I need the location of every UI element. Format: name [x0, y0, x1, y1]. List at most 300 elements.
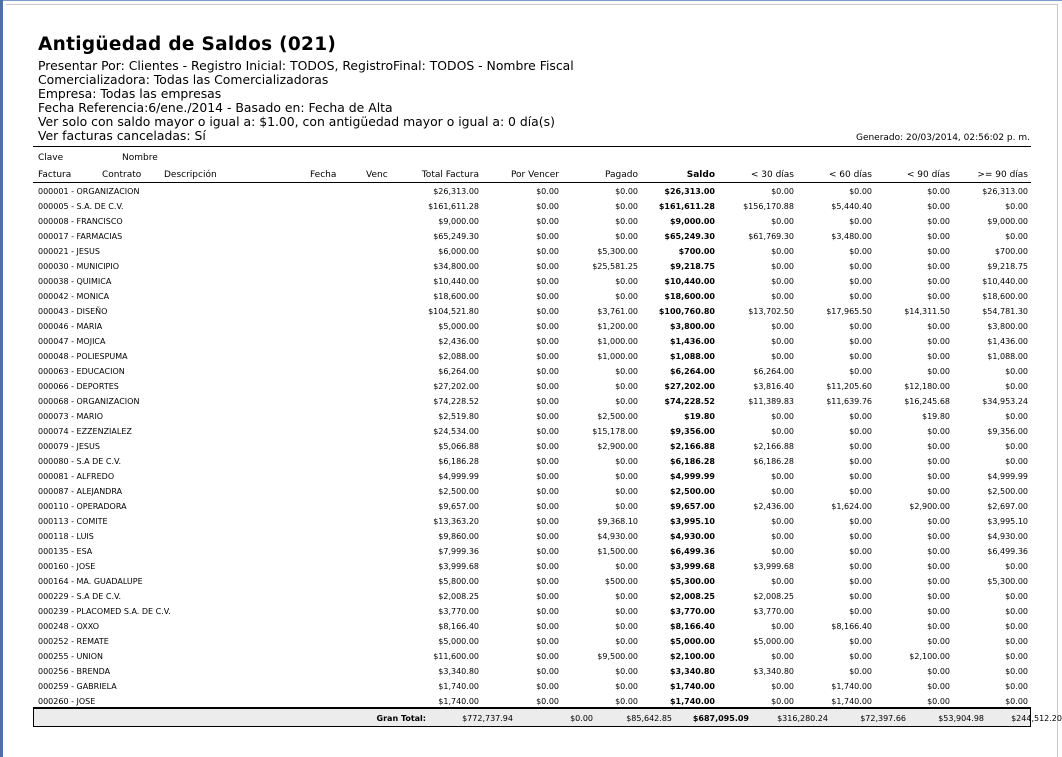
cell-saldo: $1,740.00 — [669, 697, 715, 706]
cell-por-vencer: $0.00 — [536, 652, 559, 661]
cell-cliente: 000260 - JOSE — [38, 697, 96, 706]
cell-saldo: $2,500.00 — [669, 487, 715, 496]
cell-cliente: 000080 - S.A DE C.V. — [38, 457, 122, 466]
cell-cliente: 000066 - DEPORTES — [38, 382, 119, 391]
cell-cliente: 000047 - MOJICA — [38, 337, 106, 346]
table-row — [0, 305, 1062, 320]
cell-saldo: $4,999.99 — [669, 472, 715, 481]
cell-saldo: $3,999.68 — [669, 562, 715, 571]
cell-total-factura: $1,740.00 — [438, 697, 479, 706]
cell-lt90: $0.00 — [927, 442, 950, 451]
cell-pagado: $0.00 — [615, 232, 638, 241]
table-row — [0, 215, 1062, 230]
cell-total-factura: $26,313.00 — [433, 187, 479, 196]
cell-lt60: $11,639.76 — [826, 397, 872, 406]
cell-total-factura: $104,521.80 — [428, 307, 479, 316]
cell-lt60: $0.00 — [849, 487, 872, 496]
cell-lt30: $0.00 — [771, 547, 794, 556]
cell-lt90: $0.00 — [927, 697, 950, 706]
cell-lt60: $0.00 — [849, 472, 872, 481]
cell-lt30: $61,769.30 — [748, 232, 794, 241]
cell-pagado: $0.00 — [615, 472, 638, 481]
cell-ge90: $9,356.00 — [987, 427, 1028, 436]
cell-por-vencer: $0.00 — [536, 442, 559, 451]
cell-cliente: 000021 - JESUS — [38, 247, 100, 256]
table-row — [0, 275, 1062, 290]
cell-lt90: $0.00 — [927, 637, 950, 646]
table-row — [0, 455, 1062, 470]
cell-saldo: $3,995.10 — [669, 517, 715, 526]
grand-total-pagado: $85,642.85 — [626, 714, 672, 723]
cell-pagado: $0.00 — [615, 637, 638, 646]
cell-lt90: $0.00 — [927, 682, 950, 691]
cell-ge90: $54,781.30 — [982, 307, 1028, 316]
cell-cliente: 000046 - MARIA — [38, 322, 103, 331]
cell-total-factura: $24,534.00 — [433, 427, 479, 436]
cell-pagado: $0.00 — [615, 217, 638, 226]
cell-ge90: $0.00 — [1005, 382, 1028, 391]
cell-saldo: $9,000.00 — [669, 217, 715, 226]
cell-lt60: $0.00 — [849, 517, 872, 526]
table-row — [0, 590, 1062, 605]
table-row — [0, 245, 1062, 260]
cell-total-factura: $5,066.88 — [438, 442, 479, 451]
cell-total-factura: $34,800.00 — [433, 262, 479, 271]
cell-pagado: $15,178.00 — [592, 427, 638, 436]
cell-total-factura: $5,000.00 — [438, 637, 479, 646]
cell-saldo: $5,300.00 — [669, 577, 715, 586]
cell-total-factura: $18,600.00 — [433, 292, 479, 301]
cell-ge90: $0.00 — [1005, 607, 1028, 616]
table-row — [0, 395, 1062, 410]
cell-pagado: $0.00 — [615, 487, 638, 496]
cell-lt60: $0.00 — [849, 577, 872, 586]
cell-saldo: $3,800.00 — [669, 322, 715, 331]
cell-por-vencer: $0.00 — [536, 427, 559, 436]
cell-ge90: $1,436.00 — [987, 337, 1028, 346]
cell-ge90: $0.00 — [1005, 457, 1028, 466]
cell-lt60: $0.00 — [849, 652, 872, 661]
cell-total-factura: $2,008.25 — [438, 592, 479, 601]
cell-pagado: $500.00 — [604, 577, 638, 586]
cell-total-factura: $3,340.80 — [438, 667, 479, 676]
cell-total-factura: $74,228.52 — [433, 397, 479, 406]
cell-lt30: $156,170.88 — [743, 202, 794, 211]
grand-total-lt90: $53,904.98 — [938, 714, 984, 723]
grand-total-lt30: $316,280.24 — [777, 714, 828, 723]
cell-cliente: 000074 - EZZENZIALEZ — [38, 427, 132, 436]
cell-por-vencer: $0.00 — [536, 292, 559, 301]
table-row — [0, 350, 1062, 365]
cell-por-vencer: $0.00 — [536, 382, 559, 391]
cell-cliente: 000048 - POLIESPUMA — [38, 352, 128, 361]
cell-lt90: $0.00 — [927, 367, 950, 376]
cell-por-vencer: $0.00 — [536, 322, 559, 331]
cell-lt30: $0.00 — [771, 622, 794, 631]
table-row — [0, 515, 1062, 530]
cell-lt60: $0.00 — [849, 337, 872, 346]
generated-timestamp: Generado: 20/03/2014, 02:56:02 p. m. — [855, 133, 1030, 143]
cell-ge90: $4,930.00 — [987, 532, 1028, 541]
cell-lt30: $5,000.00 — [753, 637, 794, 646]
grand-total-label: Gran Total: — [376, 714, 426, 723]
header-line-empresa: Empresa: Todas las empresas — [38, 86, 222, 101]
cell-pagado: $0.00 — [615, 277, 638, 286]
cell-lt60: $0.00 — [849, 607, 872, 616]
cell-lt90: $0.00 — [927, 247, 950, 256]
cell-pagado: $4,930.00 — [597, 532, 638, 541]
cell-pagado: $0.00 — [615, 562, 638, 571]
cell-total-factura: $27,202.00 — [433, 382, 479, 391]
cell-lt30: $11,389.83 — [748, 397, 794, 406]
viewer-frame-top — [0, 0, 1062, 1]
cell-lt30: $0.00 — [771, 247, 794, 256]
cell-pagado: $0.00 — [615, 382, 638, 391]
cell-pagado: $0.00 — [615, 682, 638, 691]
table-row — [0, 410, 1062, 425]
cell-ge90: $1,088.00 — [987, 352, 1028, 361]
table-row — [0, 620, 1062, 635]
table-row — [0, 545, 1062, 560]
cell-saldo: $4,930.00 — [669, 532, 715, 541]
cell-saldo: $2,166.88 — [669, 442, 715, 451]
cell-lt30: $0.00 — [771, 337, 794, 346]
cell-lt30: $0.00 — [771, 352, 794, 361]
header-separator — [33, 146, 1031, 147]
cell-lt30: $0.00 — [771, 322, 794, 331]
column-header-total-factura: Total Factura — [421, 170, 479, 180]
cell-lt60: $0.00 — [849, 532, 872, 541]
column-header-fecha: Fecha — [310, 170, 337, 180]
cell-por-vencer: $0.00 — [536, 487, 559, 496]
cell-saldo: $18,600.00 — [664, 292, 715, 301]
cell-lt90: $0.00 — [927, 562, 950, 571]
cell-por-vencer: $0.00 — [536, 577, 559, 586]
cell-cliente: 000259 - GABRIELA — [38, 682, 117, 691]
table-row — [0, 260, 1062, 275]
cell-ge90: $3,995.10 — [987, 517, 1028, 526]
cell-por-vencer: $0.00 — [536, 202, 559, 211]
header-line-comercializadora: Comercializadora: Todas las Comercializadoras — [38, 72, 329, 87]
cell-lt60: $8,166.40 — [831, 622, 872, 631]
column-header-separator — [33, 182, 1031, 183]
cell-cliente: 000255 - UNION — [38, 652, 103, 661]
cell-saldo: $9,657.00 — [669, 502, 715, 511]
cell-pagado: $1,000.00 — [597, 352, 638, 361]
cell-ge90: $26,313.00 — [982, 187, 1028, 196]
cell-cliente: 000073 - MARIO — [38, 412, 104, 421]
cell-lt30: $3,999.68 — [753, 562, 794, 571]
cell-cliente: 000043 - DISEÑO — [38, 307, 108, 316]
cell-cliente: 000256 - BRENDA — [38, 667, 111, 676]
cell-lt30: $0.00 — [771, 217, 794, 226]
table-row — [0, 560, 1062, 575]
cell-saldo: $1,088.00 — [669, 352, 715, 361]
cell-lt90: $0.00 — [927, 487, 950, 496]
table-row — [0, 335, 1062, 350]
cell-total-factura: $2,500.00 — [438, 487, 479, 496]
cell-ge90: $6,499.36 — [987, 547, 1028, 556]
cell-total-factura: $9,000.00 — [438, 217, 479, 226]
cell-lt60: $0.00 — [849, 187, 872, 196]
cell-por-vencer: $0.00 — [536, 607, 559, 616]
cell-lt30: $6,186.28 — [753, 457, 794, 466]
cell-lt90: $0.00 — [927, 607, 950, 616]
header-line-saldo-filter: Ver solo con saldo mayor o igual a: $1.00, con antigüedad mayor o igual a: 0 día(s) — [38, 114, 555, 129]
cell-lt60: $0.00 — [849, 217, 872, 226]
cell-ge90: $9,000.00 — [987, 217, 1028, 226]
cell-ge90: $700.00 — [994, 247, 1028, 256]
cell-cliente: 000017 - FARMACIAS — [38, 232, 123, 241]
cell-ge90: $10,440.00 — [982, 277, 1028, 286]
cell-cliente: 000135 - ESA — [38, 547, 93, 556]
cell-total-factura: $13,363.20 — [433, 517, 479, 526]
cell-lt60: $3,480.00 — [831, 232, 872, 241]
cell-por-vencer: $0.00 — [536, 502, 559, 511]
cell-por-vencer: $0.00 — [536, 592, 559, 601]
cell-por-vencer: $0.00 — [536, 247, 559, 256]
cell-lt60: $0.00 — [849, 262, 872, 271]
cell-ge90: $0.00 — [1005, 622, 1028, 631]
cell-por-vencer: $0.00 — [536, 637, 559, 646]
cell-lt60: $0.00 — [849, 667, 872, 676]
table-row — [0, 200, 1062, 215]
cell-total-factura: $11,600.00 — [433, 652, 479, 661]
cell-pagado: $0.00 — [615, 502, 638, 511]
cell-lt90: $0.00 — [927, 232, 950, 241]
cell-saldo: $1,436.00 — [669, 337, 715, 346]
cell-lt30: $0.00 — [771, 292, 794, 301]
cell-ge90: $0.00 — [1005, 202, 1028, 211]
cell-lt60: $0.00 — [849, 367, 872, 376]
grand-total-por-vencer: $0.00 — [570, 714, 593, 723]
column-header-contrato: Contrato — [102, 170, 142, 180]
cell-por-vencer: $0.00 — [536, 517, 559, 526]
cell-lt30: $0.00 — [771, 697, 794, 706]
cell-pagado: $0.00 — [615, 667, 638, 676]
cell-lt30: $2,436.00 — [753, 502, 794, 511]
cell-lt30: $0.00 — [771, 187, 794, 196]
column-header-clave: Clave — [38, 153, 64, 163]
cell-lt90: $0.00 — [927, 547, 950, 556]
cell-cliente: 000164 - MA. GUADALUPE — [38, 577, 143, 586]
cell-lt90: $0.00 — [927, 262, 950, 271]
cell-cliente: 000087 - ALEJANDRA — [38, 487, 123, 496]
cell-cliente: 000068 - ORGANIZACION — [38, 397, 140, 406]
cell-lt60: $1,740.00 — [831, 697, 872, 706]
cell-lt60: $0.00 — [849, 352, 872, 361]
cell-lt60: $0.00 — [849, 427, 872, 436]
cell-saldo: $2,008.25 — [669, 592, 715, 601]
cell-lt30: $13,702.50 — [748, 307, 794, 316]
cell-por-vencer: $0.00 — [536, 367, 559, 376]
column-header-ge90: >= 90 días — [977, 170, 1028, 180]
header-line-presentar: Presentar Por: Clientes - Registro Inicial: TODOS, RegistroFinal: TODOS - Nombre Fiscal — [38, 58, 574, 73]
column-header-lt30: < 30 días — [750, 170, 794, 180]
cell-lt60: $0.00 — [849, 592, 872, 601]
cell-ge90: $2,500.00 — [987, 487, 1028, 496]
cell-ge90: $0.00 — [1005, 442, 1028, 451]
cell-cliente: 000038 - QUIMICA — [38, 277, 112, 286]
table-row — [0, 185, 1062, 200]
cell-ge90: $0.00 — [1005, 682, 1028, 691]
cell-ge90: $9,218.75 — [987, 262, 1028, 271]
header-line-canceladas: Ver facturas canceladas: Sí — [38, 128, 206, 143]
cell-por-vencer: $0.00 — [536, 532, 559, 541]
cell-ge90: $0.00 — [1005, 652, 1028, 661]
grand-total-saldo: $687,095.09 — [692, 714, 749, 723]
cell-lt90: $0.00 — [927, 292, 950, 301]
column-header-saldo: Saldo — [686, 170, 715, 180]
cell-cliente: 000008 - FRANCISCO — [38, 217, 123, 226]
cell-lt30: $0.00 — [771, 277, 794, 286]
cell-lt60: $0.00 — [849, 292, 872, 301]
report-title: Antigüedad de Saldos (021) — [38, 34, 337, 55]
cell-pagado: $0.00 — [615, 292, 638, 301]
cell-total-factura: $65,249.30 — [433, 232, 479, 241]
cell-cliente: 000229 - S.A DE C.V. — [38, 592, 122, 601]
table-row — [0, 530, 1062, 545]
cell-lt90: $0.00 — [927, 472, 950, 481]
table-row — [0, 665, 1062, 680]
cell-lt90: $0.00 — [927, 337, 950, 346]
cell-ge90: $34,953.24 — [982, 397, 1028, 406]
table-row — [0, 650, 1062, 665]
cell-lt60: $0.00 — [849, 247, 872, 256]
cell-pagado: $25,581.25 — [592, 262, 638, 271]
cell-saldo: $161,611.28 — [658, 202, 715, 211]
cell-lt90: $19.80 — [922, 412, 950, 421]
cell-lt90: $0.00 — [927, 277, 950, 286]
cell-cliente: 000001 - ORGANIZACION — [38, 187, 140, 196]
cell-total-factura: $7,999.36 — [438, 547, 479, 556]
cell-saldo: $700.00 — [678, 247, 715, 256]
cell-lt90: $0.00 — [927, 592, 950, 601]
cell-pagado: $9,500.00 — [597, 652, 638, 661]
cell-por-vencer: $0.00 — [536, 697, 559, 706]
cell-ge90: $3,800.00 — [987, 322, 1028, 331]
cell-por-vencer: $0.00 — [536, 457, 559, 466]
table-row — [0, 485, 1062, 500]
cell-saldo: $8,166.40 — [669, 622, 715, 631]
cell-ge90: $5,300.00 — [987, 577, 1028, 586]
cell-total-factura: $1,740.00 — [438, 682, 479, 691]
column-header-descripcion: Descripción — [164, 170, 217, 180]
cell-ge90: $18,600.00 — [982, 292, 1028, 301]
cell-por-vencer: $0.00 — [536, 412, 559, 421]
cell-saldo: $74,228.52 — [664, 397, 715, 406]
cell-saldo: $100,760.80 — [658, 307, 715, 316]
cell-lt90: $0.00 — [927, 322, 950, 331]
cell-cliente: 000248 - OXXO — [38, 622, 100, 631]
cell-lt60: $0.00 — [849, 442, 872, 451]
cell-ge90: $4,999.99 — [987, 472, 1028, 481]
table-body — [0, 185, 1062, 710]
cell-lt60: $1,740.00 — [831, 682, 872, 691]
cell-por-vencer: $0.00 — [536, 547, 559, 556]
table-row — [0, 635, 1062, 650]
cell-saldo: $27,202.00 — [664, 382, 715, 391]
cell-pagado: $5,300.00 — [597, 247, 638, 256]
header-line-fecha-referencia: Fecha Referencia:6/ene./2014 - Basado en: Fecha de Alta — [38, 100, 393, 115]
cell-cliente: 000042 - MONICA — [38, 292, 110, 301]
cell-lt90: $0.00 — [927, 622, 950, 631]
cell-lt30: $2,166.88 — [753, 442, 794, 451]
cell-total-factura: $2,436.00 — [438, 337, 479, 346]
cell-saldo: $26,313.00 — [664, 187, 715, 196]
cell-total-factura: $3,770.00 — [438, 607, 479, 616]
cell-total-factura: $9,657.00 — [438, 502, 479, 511]
cell-cliente: 000252 - REMATE — [38, 637, 109, 646]
cell-total-factura: $2,088.00 — [438, 352, 479, 361]
cell-cliente: 000118 - LUIS — [38, 532, 94, 541]
table-row — [0, 605, 1062, 620]
cell-por-vencer: $0.00 — [536, 307, 559, 316]
cell-cliente: 000079 - JESUS — [38, 442, 100, 451]
cell-lt90: $0.00 — [927, 667, 950, 676]
table-row — [0, 320, 1062, 335]
cell-por-vencer: $0.00 — [536, 352, 559, 361]
cell-cliente: 000239 - PLACOMED S.A. DE C.V. — [38, 607, 171, 616]
cell-pagado: $0.00 — [615, 592, 638, 601]
table-row — [0, 425, 1062, 440]
table-row — [0, 380, 1062, 395]
cell-lt30: $3,770.00 — [753, 607, 794, 616]
cell-cliente: 000113 - COMITE — [38, 517, 108, 526]
table-row — [0, 470, 1062, 485]
cell-saldo: $65,249.30 — [664, 232, 715, 241]
cell-pagado: $1,200.00 — [597, 322, 638, 331]
cell-lt30: $0.00 — [771, 472, 794, 481]
cell-lt60: $17,965.50 — [826, 307, 872, 316]
column-header-pagado: Pagado — [605, 170, 638, 180]
cell-saldo: $9,356.00 — [669, 427, 715, 436]
cell-pagado: $0.00 — [615, 607, 638, 616]
cell-ge90: $0.00 — [1005, 562, 1028, 571]
cell-lt30: $3,816.40 — [753, 382, 794, 391]
cell-lt90: $0.00 — [927, 577, 950, 586]
cell-lt30: $0.00 — [771, 532, 794, 541]
cell-pagado: $0.00 — [615, 622, 638, 631]
cell-pagado: $0.00 — [615, 187, 638, 196]
cell-pagado: $1,500.00 — [597, 547, 638, 556]
cell-lt90: $0.00 — [927, 517, 950, 526]
table-row — [0, 440, 1062, 455]
table-row — [0, 575, 1062, 590]
table-row — [0, 230, 1062, 245]
cell-pagado: $9,368.10 — [597, 517, 638, 526]
cell-por-vencer: $0.00 — [536, 187, 559, 196]
cell-total-factura: $6,186.28 — [438, 457, 479, 466]
cell-saldo: $3,340.80 — [669, 667, 715, 676]
cell-lt60: $0.00 — [849, 277, 872, 286]
cell-total-factura: $6,264.00 — [438, 367, 479, 376]
cell-cliente: 000005 - S.A. DE C.V. — [38, 202, 124, 211]
column-header-nombre: Nombre — [122, 153, 158, 163]
cell-lt60: $0.00 — [849, 322, 872, 331]
grand-total-total-factura: $772,737.94 — [462, 714, 513, 723]
cell-por-vencer: $0.00 — [536, 397, 559, 406]
cell-pagado: $3,761.00 — [597, 307, 638, 316]
cell-lt60: $0.00 — [849, 562, 872, 571]
cell-cliente: 000110 - OPERADORA — [38, 502, 127, 511]
cell-saldo: $6,499.36 — [669, 547, 715, 556]
cell-lt90: $2,100.00 — [909, 652, 950, 661]
cell-saldo: $1,740.00 — [669, 682, 715, 691]
cell-cliente: 000063 - EDUCACION — [38, 367, 125, 376]
cell-pagado: $0.00 — [615, 457, 638, 466]
cell-lt30: $0.00 — [771, 487, 794, 496]
